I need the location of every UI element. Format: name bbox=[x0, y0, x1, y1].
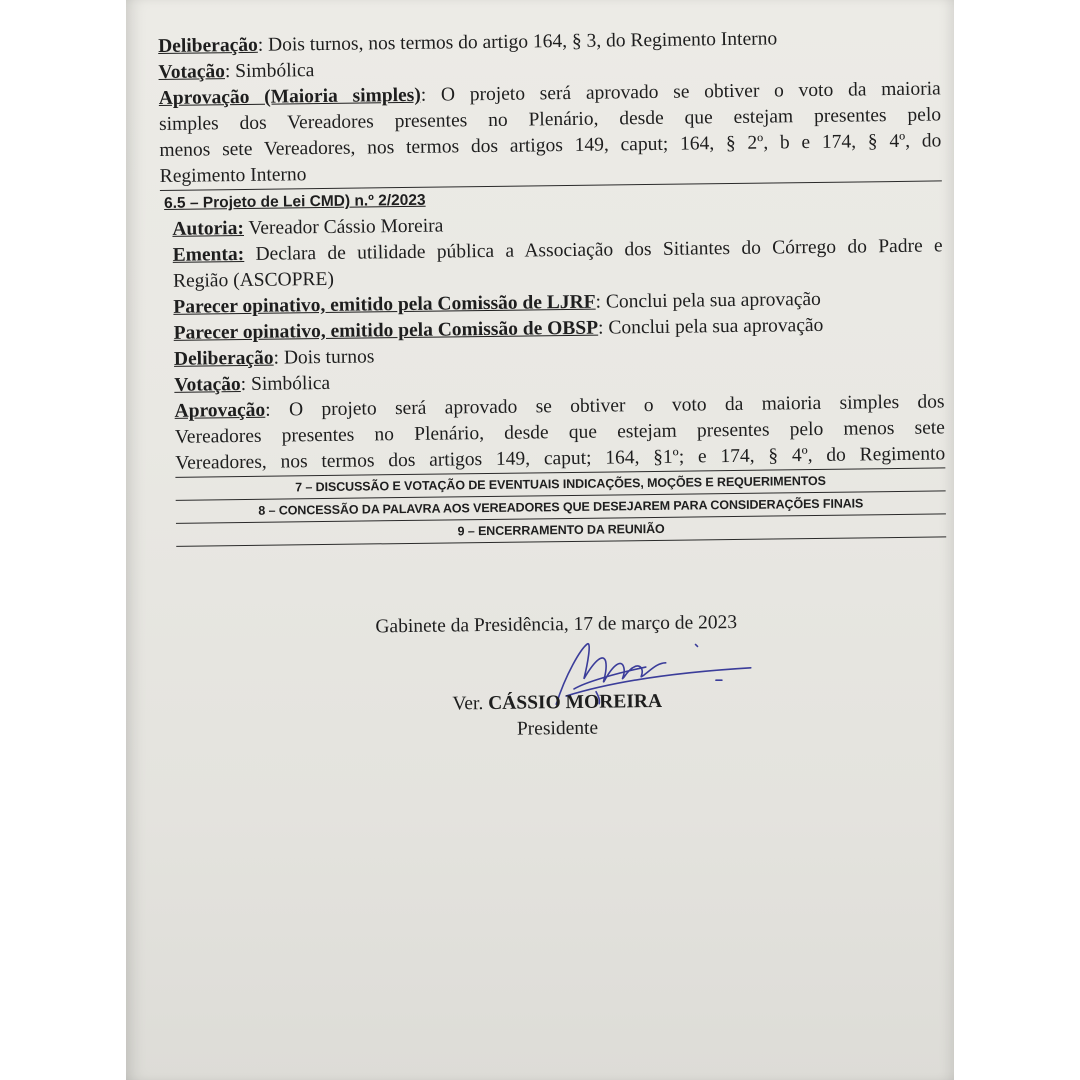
item-body bbox=[160, 207, 946, 547]
aprovacao-label: Aprovação (Maioria simples) bbox=[158, 84, 421, 109]
deliberacao-label-2: Deliberação bbox=[173, 347, 274, 370]
ementa-text-1: Declara de utilidade pública a Associação dos Sitiantes do Córrego do Padre e bbox=[244, 235, 943, 265]
place-date: Gabinete da Presidência, 17 de março de 2023 bbox=[375, 611, 738, 638]
parecer-ljrf-text: : Conclui pela sua aprovação bbox=[595, 288, 821, 313]
signer-prefix: Ver. bbox=[452, 693, 489, 715]
document-content bbox=[158, 24, 949, 762]
signer-name: CÁSSIO MOREIRA bbox=[487, 690, 663, 715]
parecer-ljrf-label: Parecer opinativo, emitido pela Comissão de LJRF bbox=[173, 291, 596, 318]
aprovacao-label-2: Aprovação bbox=[174, 399, 266, 422]
item-heading: 6.5 – Projeto de Lei CMD) n.º 2/2023 bbox=[163, 191, 426, 212]
votacao-label-2: Votação bbox=[174, 374, 241, 396]
aprovacao-line-2: simples dos Vereadores presentes no Plenário, desde que estejam presentes pelo bbox=[158, 104, 942, 135]
aprovacao-line-4: Regimento Interno bbox=[159, 164, 307, 187]
autoria-label: Autoria: bbox=[172, 217, 245, 240]
aprovacao-text-1: : O projeto será aprovado se obtiver o voto da maioria bbox=[420, 78, 941, 106]
ementa-line-2: Região (ASCOPRE) bbox=[172, 268, 335, 292]
votacao-text: : Simbólica bbox=[224, 60, 315, 83]
document-page bbox=[126, 0, 954, 1080]
aprovacao-line-3: menos sete Vereadores, nos termos dos artigos 149, caput; 164, § 2º, b e 174, § 4º, do bbox=[159, 130, 942, 161]
deliberacao-text: : Dois turnos, nos termos do artigo 164, § 3, do Regimento Interno bbox=[257, 28, 778, 56]
votacao-text-2: : Simbólica bbox=[240, 372, 331, 396]
ementa-label: Ementa: bbox=[172, 243, 245, 266]
parecer-obsp-text: : Conclui pela sua aprovação bbox=[597, 314, 824, 339]
section-7-bar: 7 – DISCUSSÃO E VOTAÇÃO DE EVENTUAIS INDICAÇÕES, MOÇÕES E REQUERIMENTOS bbox=[175, 468, 945, 500]
parecer-obsp-label: Parecer opinativo, emitido pela Comissão de OBSP bbox=[173, 317, 599, 344]
signature-block bbox=[165, 633, 948, 763]
votacao-label: Votação bbox=[158, 61, 226, 83]
aprovacao-2-line-3: Vereadores, nos termos dos artigos 149, caput; 164, §1º; e 174, § 4º, do Regimento bbox=[175, 443, 946, 474]
signer-role: Presidente bbox=[516, 717, 599, 740]
autoria-text: Vereador Cássio Moreira bbox=[243, 215, 444, 239]
deliberacao-label: Deliberação bbox=[158, 34, 258, 57]
aprovacao-2-line-2: Vereadores presentes no Plenário, desde que estejam presentes pelo menos sete bbox=[174, 417, 945, 448]
spacer bbox=[164, 537, 947, 617]
deliberacao-text-2: : Dois turnos bbox=[273, 346, 375, 369]
section-8-bar: 8 – CONCESSÃO DA PALAVRA AOS VEREADORES QUE DESEJAREM PARA CONSIDERAÇÕES FINAIS bbox=[176, 491, 946, 523]
section-9-bar: 9 – ENCERRAMENTO DA REUNIÃO bbox=[176, 514, 946, 546]
aprovacao-2-text-1: : O projeto será aprovado se obtiver o voto da maioria simples dos bbox=[265, 391, 945, 421]
